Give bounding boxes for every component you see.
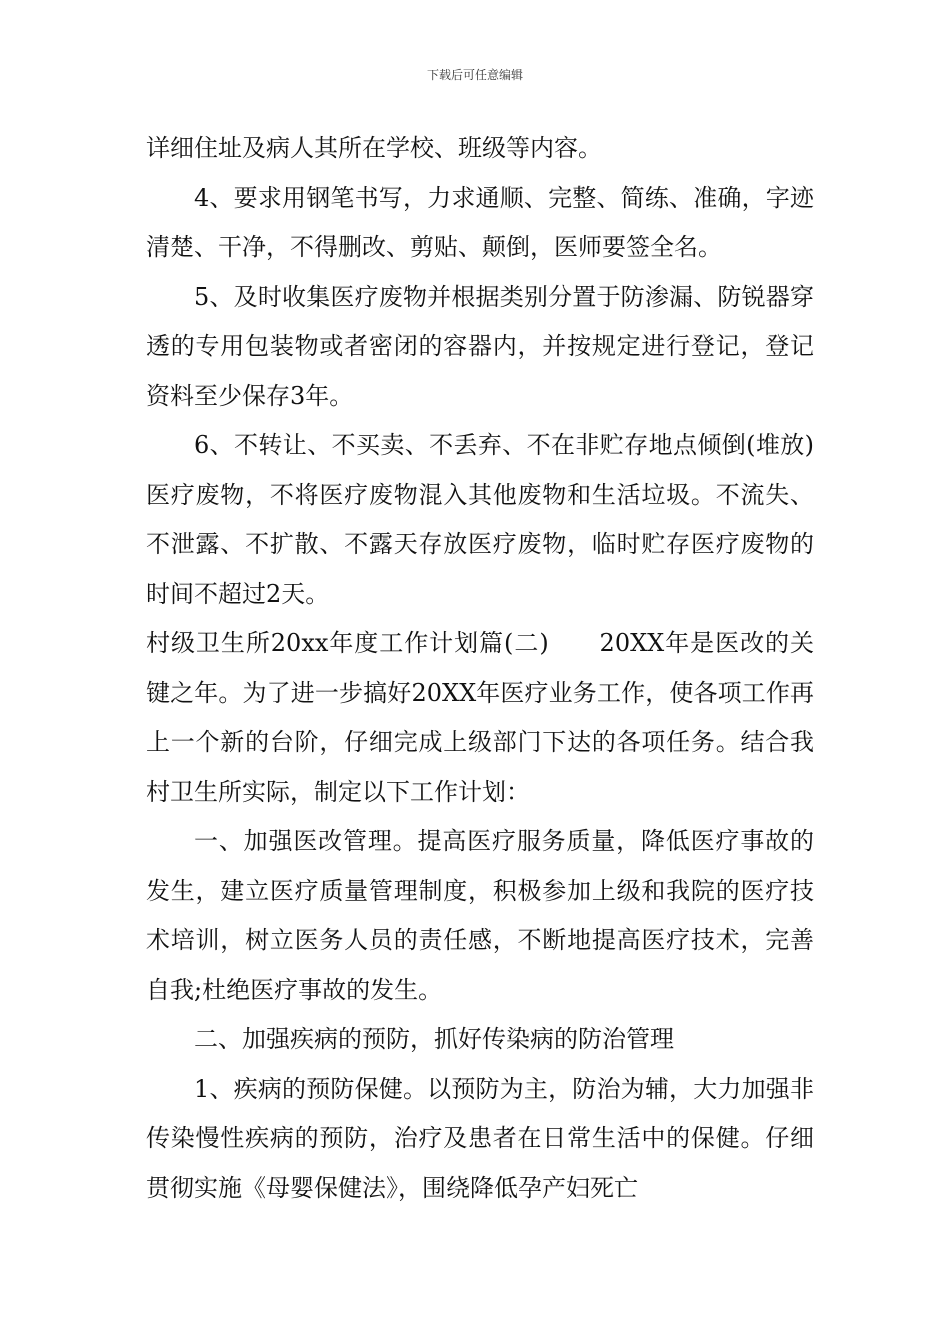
paragraph: 5、及时收集医疗废物并根据类别分置于防渗漏、防锐器穿透的专用包装物或者密闭的容器内，并按规定进行登记，登记资料至少保存3年。 [146, 282, 814, 410]
paragraph: 二、加强疾病的预防，抓好传染病的防治管理 [194, 1025, 674, 1053]
paragraph: 4、要求用钢笔书写，力求通顺、完整、简练、准确，字迹清楚、干净，不得删改、剪贴、颠倒，医师要签全名。 [146, 183, 814, 261]
paragraph: 1、疾病的预防保健。以预防为主，防治为辅，大力加强非传染慢性疾病的预防，治疗及患者在日常生活中的保健。仔细贯彻实施《母婴保健法》，围绕降低孕产妇死亡 [146, 1074, 814, 1202]
page-header: 下载后可任意编辑 [426, 68, 523, 82]
paragraph: 详细住址及病人其所在学校、班级等内容。 [146, 134, 602, 162]
paragraph: 一、加强医改管理。提高医疗服务质量，降低医疗事故的发生，建立医疗质量管理制度，积极参加上级和我院的医疗技术培训，树立医务人员的责任感，不断地提高医疗技术，完善自我;杜绝医疗事故的发生。 [146, 827, 814, 1004]
document-body [146, 124, 814, 1213]
paragraph: 6、不转让、不买卖、不丢弃、不在非贮存地点倾倒(堆放)医疗废物，不将医疗废物混入其他废物和生活垃圾。不流失、不泄露、不扩散、不露天存放医疗废物，临时贮存医疗废物的时间不超过2天。 [146, 431, 814, 608]
section-heading-paragraph: 村级卫生所20xx年度工作计划篇(二) 20XX年是医改的关键之年。为了进一步搞好20XX年医疗业务工作，使各项工作再上一个新的台阶，仔细完成上级部门下达的各项任务。结合我村卫生所实际，制定以下工作计划： [146, 629, 814, 806]
